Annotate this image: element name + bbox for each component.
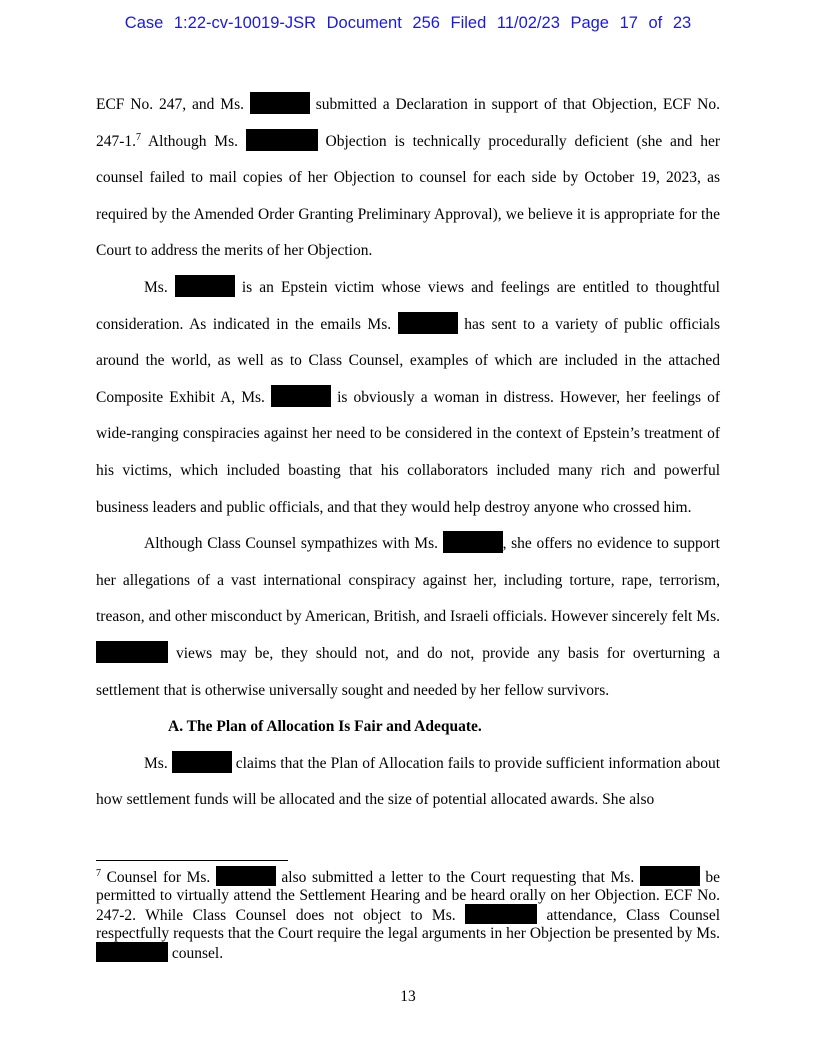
- footnote: [96, 866, 720, 963]
- text-run: also submitted a letter to the Court requesting that Ms.: [275, 869, 640, 886]
- text-run: claims that the Plan of Allocation fails to provide sufficient information about how settlement funds will be allocated and the size of potential allocated awards. She also: [96, 754, 720, 809]
- paragraph-1: [96, 87, 720, 270]
- text-run: , she offers no evidence to support her allegations of a vast international conspiracy against her, including torture, rape, terrorism, treason, and other misconduct by American, British, and Israeli officials. However sincerely felt Ms.: [96, 535, 720, 626]
- redaction-block: [175, 275, 235, 297]
- redaction-block: [246, 129, 318, 151]
- redaction-block: [96, 641, 168, 663]
- text-run: be permitted to virtually attend the Settlement Hearing and be heard orally on her Objection. ECF No. 247-2. While Class Counsel does not object to Ms.: [96, 869, 720, 924]
- paragraph-3: [96, 526, 720, 709]
- text-run: Ms.: [144, 754, 172, 772]
- text-run: is obviously a woman in distress. However, her feelings of wide-ranging conspiracies against her need to be considered in the context of Epstein’s treatment of his victims, which included boasting that his collaborators included many rich and powerful business leaders and public officials, and that they would help destroy anyone who crossed him.: [96, 388, 720, 516]
- document-body: [96, 87, 720, 819]
- redaction-block: [172, 751, 232, 773]
- text-run: Although Class Counsel sympathizes with Ms.: [144, 535, 443, 553]
- text-run: attendance, Class Counsel respectfully requests that the Court require the legal arguments in her Objection be presented by Ms.: [96, 907, 721, 942]
- text-run: is an Epstein victim whose views and feelings are entitled to thoughtful consideration. As indicated in the emails Ms.: [96, 278, 720, 333]
- redaction-block: [271, 385, 331, 407]
- redaction-block: [96, 942, 168, 962]
- page-number: 13: [400, 988, 416, 1005]
- text-run: Ms.: [144, 278, 175, 296]
- paragraph-4: [96, 746, 720, 819]
- redaction-block: [443, 531, 503, 553]
- text-run: Although Ms.: [141, 132, 246, 150]
- text-run: counsel.: [168, 945, 224, 962]
- text-run: has sent to a variety of public officials around the world, as well as to Class Counsel, examples of which are included in the attached Composite Exhibit A, Ms.: [96, 315, 720, 406]
- footnote-number: 7: [96, 868, 101, 879]
- redaction-block: [398, 312, 458, 334]
- redaction-block: [250, 92, 310, 114]
- footnote-divider: [96, 860, 288, 861]
- text-run: Objection is technically procedurally deficient (she and her counsel failed to mail copies of her Objection to counsel for each side by October 19, 2023, as required by the Amended Order Granting Preliminary Approval), we believe it is appropriate for the Court to address the merits of her Objection.: [96, 132, 721, 260]
- case-header: Case 1:22-cv-10019-JSR Document 256 Filed 11/02/23 Page 17 of 23: [124, 14, 692, 32]
- footnote-ref[interactable]: 7: [136, 131, 142, 143]
- redaction-block: [465, 904, 537, 924]
- section-heading: A. The Plan of Allocation Is Fair and Adequate.: [168, 718, 482, 736]
- text-run: Counsel for Ms.: [101, 869, 216, 886]
- text-run: submitted a Declaration in support of that Objection, ECF No. 247-1.: [96, 96, 720, 150]
- redaction-block: [216, 866, 276, 886]
- text-run: views may be, they should not, and do not, provide any basis for overturning a settlement that is otherwise universally sought and needed by her fellow survivors.: [96, 644, 720, 699]
- text-run: ECF No. 247, and Ms.: [96, 96, 250, 113]
- redaction-block: [640, 866, 700, 886]
- paragraph-2: [96, 270, 720, 526]
